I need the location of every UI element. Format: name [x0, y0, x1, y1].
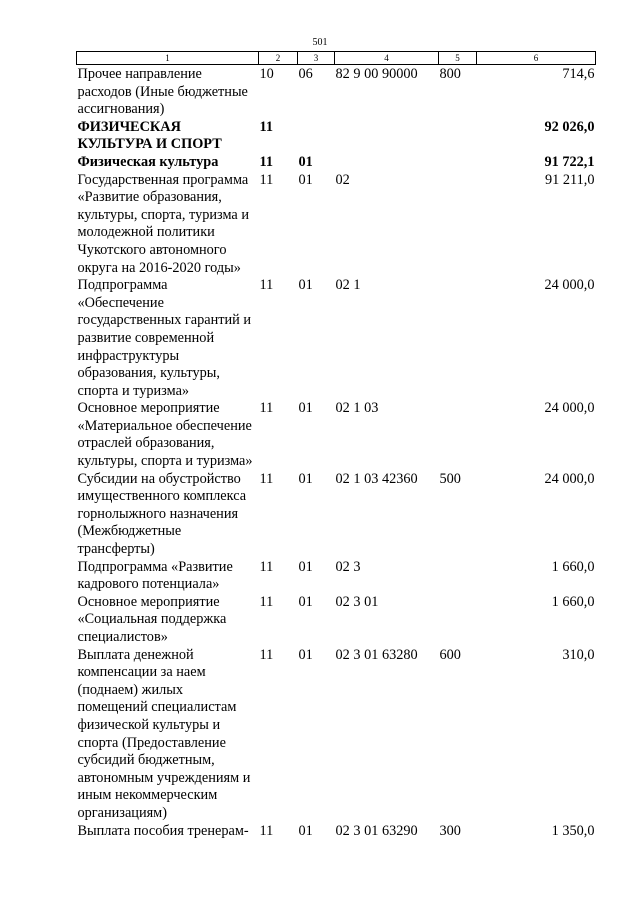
item-name: Основное мероприятие «Материальное обеспечение отраслей образования, культуры, спорта и туризма» — [77, 400, 253, 470]
section-code: 11 — [259, 822, 274, 839]
column-header-2: 2 — [259, 52, 298, 65]
subsection-code: 01 — [298, 646, 313, 663]
expense-type-code — [439, 172, 477, 278]
amount: 24 000,0 — [544, 277, 595, 294]
target-article-code: 82 9 00 90000 — [335, 66, 418, 82]
item-name: Физическая культура — [77, 153, 219, 170]
subsection-code: 06 — [298, 66, 313, 82]
target-article-code: 02 1 03 42360 — [335, 470, 418, 487]
item-name: Выплата пособия тренерам- — [77, 822, 249, 839]
amount: 1 660,0 — [551, 593, 595, 610]
amount: 1 350,0 — [551, 822, 595, 839]
expense-type-code — [439, 277, 477, 400]
table-row — [77, 400, 596, 470]
target-article-code: 02 3 01 63290 — [335, 822, 418, 839]
section-code: 10 — [259, 66, 274, 82]
column-header-5: 5 — [439, 52, 477, 65]
section-code: 11 — [259, 646, 274, 663]
table-row — [77, 119, 596, 154]
target-article-code — [335, 154, 439, 172]
budget-table — [76, 51, 596, 840]
expense-type-code: 500 — [439, 470, 461, 487]
amount: 24 000,0 — [544, 400, 595, 417]
item-name: Прочее направление расходов (Иные бюджетные ассигнования) — [77, 66, 248, 118]
amount: 310,0 — [562, 646, 595, 663]
target-article-code: 02 3 01 — [335, 593, 379, 610]
item-name: ФИЗИЧЕСКАЯ КУЛЬТУРА И СПОРТ — [77, 118, 222, 153]
amount: 714,6 — [562, 66, 595, 82]
column-header-1: 1 — [77, 52, 259, 65]
amount: 91 211,0 — [544, 171, 595, 188]
target-article-code: 02 3 — [335, 558, 361, 575]
subsection-code: 01 — [298, 277, 313, 294]
amount: 1 660,0 — [551, 558, 595, 575]
section-code: 11 — [259, 118, 274, 135]
amount: 24 000,0 — [544, 470, 595, 487]
amount: 91 722,1 — [544, 153, 595, 170]
table-row — [77, 172, 596, 278]
table-row — [77, 647, 596, 823]
item-name: Подпрограмма «Обеспечение государственных гарантий и развитие современной инфраструктуры образования, культуры, спорта и туризма» — [77, 277, 252, 399]
subsection-code — [298, 119, 335, 154]
table-row — [77, 65, 596, 119]
amount: 92 026,0 — [544, 118, 595, 135]
subsection-code: 01 — [298, 400, 313, 417]
item-name: Выплата денежной компенсации за наем (поднаем) жилых помещений специалистам физической культуры и спорта (Предоставление субсидий бюджетным, автономным учреждениям и иным некоммерческим организациям) — [77, 646, 251, 821]
section-code: 11 — [259, 153, 274, 170]
item-name: Государственная программа «Развитие образования, культуры, спорта, туризма и молодежной политики Чукотского автономного округа на 2016-2020 годы» — [77, 171, 249, 276]
table-row — [77, 594, 596, 647]
expense-type-code: 800 — [439, 66, 461, 82]
table-row — [77, 471, 596, 559]
subsection-code: 01 — [298, 171, 313, 188]
expense-type-code: 300 — [439, 822, 461, 839]
page-number: 501 — [312, 37, 328, 48]
table-row — [77, 154, 596, 172]
section-code: 11 — [259, 400, 274, 417]
item-name: Основное мероприятие «Социальная поддержка специалистов» — [77, 593, 227, 645]
section-code: 11 — [259, 558, 274, 575]
item-name: Подпрограмма «Развитие кадрового потенциала» — [77, 558, 233, 593]
subsection-code: 01 — [298, 593, 313, 610]
subsection-code: 01 — [298, 822, 313, 839]
header-row — [77, 52, 596, 65]
section-code: 11 — [259, 171, 274, 188]
table-row — [77, 277, 596, 400]
expense-type-code — [439, 154, 477, 172]
target-article-code: 02 1 — [335, 277, 361, 294]
section-code: 11 — [259, 470, 274, 487]
subsection-code: 01 — [298, 558, 313, 575]
expense-type-code — [439, 559, 477, 594]
section-code: 11 — [259, 277, 274, 294]
column-header-6: 6 — [477, 52, 596, 65]
target-article-code: 02 — [335, 171, 350, 188]
table-row — [77, 823, 596, 841]
table-row — [77, 559, 596, 594]
column-header-4: 4 — [335, 52, 439, 65]
subsection-code: 01 — [298, 470, 313, 487]
target-article-code: 02 3 01 63280 — [335, 646, 418, 663]
column-header-3: 3 — [298, 52, 335, 65]
table-body — [77, 65, 596, 841]
section-code: 11 — [259, 593, 274, 610]
item-name: Субсидии на обустройство имущественного комплекса горнолыжного назначения (Межбюджетные трансферты) — [77, 470, 247, 558]
expense-type-code — [439, 119, 477, 154]
subsection-code: 01 — [298, 153, 313, 170]
expense-type-code — [439, 594, 477, 647]
expense-type-code — [439, 400, 477, 470]
table-header — [77, 52, 596, 65]
target-article-code — [335, 119, 439, 154]
expense-type-code: 600 — [439, 646, 461, 663]
target-article-code: 02 1 03 — [335, 400, 379, 417]
